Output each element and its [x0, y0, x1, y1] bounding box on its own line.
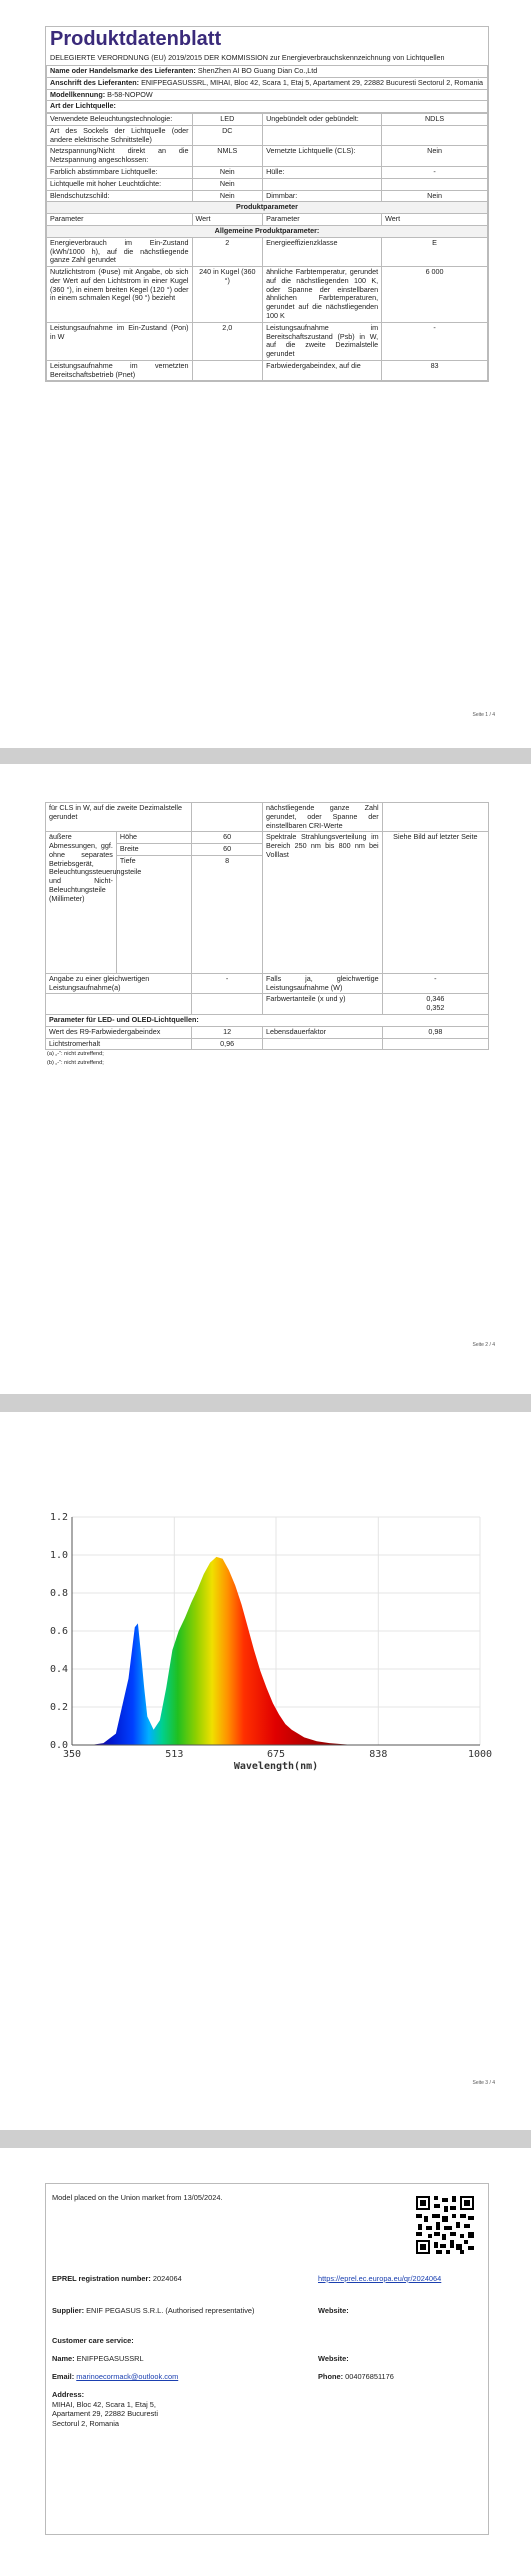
- cell: 12: [192, 1026, 263, 1038]
- email-label: Email:: [52, 2372, 75, 2381]
- cell: Farbwertanteile (x und y): [263, 994, 383, 1015]
- supplier-name-label: Name oder Handelsmarke des Lieferanten:: [50, 66, 196, 75]
- cell: [382, 803, 488, 832]
- page-gap: [0, 748, 531, 764]
- cell: [46, 994, 192, 1015]
- column-header: Parameter: [263, 214, 382, 226]
- supplier-label: Supplier:: [52, 2306, 85, 2315]
- address-label: Anschrift des Lieferanten:: [50, 77, 140, 87]
- identification-table: [46, 65, 488, 113]
- document-title: Produktdatenblatt: [50, 28, 222, 50]
- parameters-table-continued: [45, 802, 489, 1050]
- customer-care-label: Customer care service:: [52, 2336, 134, 2345]
- cell: NMLS: [192, 146, 263, 167]
- table-row: [47, 178, 488, 190]
- page-1: [0, 0, 531, 748]
- cell: Verwendete Beleuchtungstechnologie:: [47, 114, 193, 126]
- x-tick-label: 838: [369, 1749, 388, 1760]
- address-label: Address:: [52, 2390, 85, 2399]
- eprel-number: 2024064: [152, 2274, 182, 2283]
- page-number: Seite 2 / 4: [472, 1342, 495, 1348]
- cell: NDLS: [382, 114, 488, 126]
- x-axis-ticks: [63, 1749, 492, 1760]
- address: ENIFPEGASUSSRL, MIHAI, Bloc 42, Scara 1, Etaj 5, Apartament 29, 22882 Bucuresti Sectorul 2, Romania: [141, 77, 484, 87]
- cell: Vernetzte Lichtquelle (CLS):: [263, 146, 382, 167]
- x-tick-label: 675: [266, 1749, 286, 1760]
- column-header: Parameter: [47, 214, 193, 226]
- cell: 0,346 0,352: [382, 994, 488, 1015]
- cell: 83: [382, 360, 488, 381]
- table-row: [47, 167, 488, 179]
- cell: Lichtquelle mit hoher Leuchtdichte:: [47, 178, 193, 190]
- cell: Falls ja, gleichwertige Leistungsaufnahme (W): [263, 973, 383, 994]
- model-label: Modellkennung:: [50, 89, 106, 99]
- cell: äußere Abmessungen, ggf. ohne separates Betriebsgerät, Beleuchtungssteuerungsteile und Nicht-Beleuchtungsteile (Millimeter): [46, 832, 117, 974]
- spectrum-area: [91, 1557, 355, 1745]
- cell: Leistungsaufnahme im Ein-Zustand (Pon) in W: [47, 322, 193, 360]
- cell: 0,98: [382, 1026, 488, 1038]
- cell: LED: [192, 114, 263, 126]
- eprel-link[interactable]: https://eprel.ec.europa.eu/qr/2024064: [318, 2274, 442, 2283]
- cell: Höhe: [116, 832, 191, 844]
- led-parameters-heading: Parameter für LED- und OLED-Lichtquellen:: [46, 1015, 489, 1027]
- eprel-info-card: [45, 2183, 489, 2535]
- cell: 6 000: [382, 267, 488, 323]
- page-number: Seite 3 / 4: [472, 2080, 495, 2086]
- cell: [192, 360, 263, 381]
- eprel-label: EPREL registration number:: [52, 2274, 151, 2283]
- cell: Ungebündelt oder gebündelt:: [263, 114, 382, 126]
- product-parameters-heading: Produktparameter: [47, 202, 488, 214]
- cell: Energieeffizienzklasse: [263, 237, 382, 266]
- light-source-type-label: Art der Lichtquelle:: [47, 101, 488, 113]
- table-row: [47, 322, 488, 360]
- table-row: [47, 146, 488, 167]
- cell: Nein: [192, 167, 263, 179]
- cell: Leistungsaufnahme im vernetzten Bereitschaftsbetrieb (Pnet): [47, 360, 193, 381]
- table-row: [46, 832, 489, 844]
- table-row: [47, 267, 488, 323]
- cell: 2,0: [192, 322, 263, 360]
- cell: Farbwiedergabeindex, auf die: [263, 360, 382, 381]
- cell: Leistungsaufnahme im Bereitschaftszustand (Psb) in W, auf die zweite Dezimalstelle gerundet: [263, 322, 382, 360]
- y-tick-label: 0.8: [49, 1588, 68, 1599]
- spectral-distribution-chart: [40, 1497, 500, 1797]
- cell: E: [382, 237, 488, 266]
- light-source-type-table: [46, 113, 488, 381]
- website-label: Website:: [318, 2306, 349, 2315]
- cell: [382, 178, 488, 190]
- page-gap: [0, 1394, 531, 1412]
- page-3: [0, 1412, 531, 2130]
- datasheet-page-1: [45, 26, 489, 382]
- cell: Lichtstromerhalt: [46, 1038, 192, 1050]
- cell: [192, 803, 263, 832]
- column-header: Wert: [192, 214, 263, 226]
- email-link[interactable]: marinoecormack@outlook.com: [76, 2372, 179, 2381]
- cell: Nein: [192, 178, 263, 190]
- table-row: [47, 360, 488, 381]
- cell: nächstliegende ganze Zahl gerundet, oder Spanne der einstellbaren CRI-Werte: [263, 803, 383, 832]
- cell: Netzspannung/Nicht direkt an die Netzspannung angeschlossen:: [47, 146, 193, 167]
- cell: Lebensdauerfaktor: [263, 1026, 383, 1038]
- page-gap: [0, 2130, 531, 2148]
- supplier: ENIF PEGASUS S.R.L. (Authorised representative): [86, 2306, 255, 2315]
- y-tick-label: 0.2: [49, 1702, 68, 1713]
- cell: 2: [192, 237, 263, 266]
- cell: Wert des R9-Farbwiedergabeindex: [46, 1026, 192, 1038]
- x-axis-label: Wavelength(nm): [233, 1761, 319, 1772]
- cell: 0,96: [192, 1038, 263, 1050]
- cell: Breite: [116, 844, 191, 856]
- table-row: [46, 1026, 489, 1038]
- y-axis-ticks: [50, 1512, 68, 1751]
- phone: 004076851176: [345, 2372, 394, 2381]
- page-2: [0, 764, 531, 1394]
- cell: [382, 1038, 488, 1050]
- cell: Farblich abstimmbare Lichtquelle:: [47, 167, 193, 179]
- table-row: [46, 803, 489, 832]
- footnote-a: (a) „-“: nicht zutreffend;: [47, 1051, 104, 1058]
- y-tick-label: 0.4: [49, 1664, 68, 1675]
- supplier-name: ShenZhen AI BO Guang Dian Co.,Ltd: [197, 66, 318, 75]
- cell: Blendschutzschild:: [47, 190, 193, 202]
- table-row: [46, 1038, 489, 1050]
- care-name: ENIFPEGASUSSRL: [76, 2354, 144, 2363]
- cell: -: [382, 322, 488, 360]
- cell: [263, 178, 382, 190]
- model-id: B-58-NOPOW: [107, 89, 153, 99]
- cell: [263, 125, 382, 146]
- cell: 60: [192, 844, 263, 856]
- cell: 60: [192, 832, 263, 844]
- table-row: [47, 125, 488, 146]
- cell: Siehe Bild auf letzter Seite: [382, 832, 488, 974]
- table-row: [46, 994, 489, 1015]
- general-parameters-heading: Allgemeine Produktparameter:: [47, 225, 488, 237]
- y-tick-label: 1.2: [49, 1512, 68, 1523]
- footnote-b: (b) „-“: nicht zutreffend;: [47, 1059, 104, 1066]
- cell: ähnliche Farbtemperatur, gerundet auf die nächstliegenden 100 K, oder Spanne der einstellbaren ähnlichen Farbtemperaturen, gerundet auf die nächstliegenden 100 K: [263, 267, 382, 323]
- cell: Energieverbrauch im Ein-Zustand (kWh/1000 h), auf die nächstliegende ganze Zahl gerundet: [47, 237, 193, 266]
- x-tick-label: 513: [165, 1749, 184, 1760]
- cell: -: [382, 973, 488, 994]
- website-label-2: Website:: [318, 2354, 349, 2363]
- page-number: Seite 1 / 4: [472, 712, 495, 718]
- cell: Spektrale Strahlungsverteilung im Bereich 250 nm bis 800 nm bei Volllast: [263, 832, 383, 974]
- phone-label: Phone:: [318, 2372, 344, 2381]
- placed-on-market: Model placed on the Union market from 13/05/2024.: [52, 2193, 223, 2202]
- cell: Nein: [192, 190, 263, 202]
- cell: Angabe zu einer gleichwertigen Leistungsaufnahme(a): [46, 973, 192, 994]
- document-subtitle: DELEGIERTE VERORDNUNG (EU) 2019/2015 DER KOMMISSION zur Energieverbrauchskennzeichnung von Lichtquellen: [50, 53, 445, 62]
- cell: Dimmbar:: [263, 190, 382, 202]
- cell: -: [382, 167, 488, 179]
- x-tick-label: 350: [62, 1749, 82, 1760]
- qr-code-icon: [416, 2196, 474, 2254]
- cell: [382, 125, 488, 146]
- cell: für CLS in W, auf die zweite Dezimalstelle gerundet: [46, 803, 192, 832]
- table-row: [47, 237, 488, 266]
- table-row: [47, 114, 488, 126]
- cell: [192, 994, 263, 1015]
- cell: 8: [192, 855, 263, 973]
- cell: Tiefe: [116, 855, 191, 973]
- cell: Nutzlichtstrom (Φuse) mit Angabe, ob sich der Wert auf den Lichtstrom in einer Kugel (360 °), in einem breiten Kegel (120 °) oder in einem schmalen Kegel (90 °) bezieht: [47, 267, 193, 323]
- column-header: Wert: [382, 214, 488, 226]
- care-address: MIHAI, Bloc 42, Scara 1, Etaj 5, Apartament 29, 22882 Bucuresti Sectorul 2, Romania: [52, 2400, 158, 2428]
- cell: Art des Sockels der Lichtquelle (oder andere elektrische Schnittstelle): [47, 125, 193, 146]
- y-tick-label: 0.0: [49, 1740, 68, 1751]
- page-4: [0, 2148, 531, 2560]
- cell: 240 in Kugel (360 °): [192, 267, 263, 323]
- cell: Nein: [382, 146, 488, 167]
- cell: -: [192, 973, 263, 994]
- x-tick-label: 1000: [467, 1749, 493, 1760]
- cell: DC: [192, 125, 263, 146]
- table-row: [46, 973, 489, 994]
- cell: Nein: [382, 190, 488, 202]
- column-header-row: [47, 214, 488, 226]
- cell: [263, 1038, 383, 1050]
- y-tick-label: 0.6: [49, 1626, 68, 1637]
- datasheet-page-2: [45, 802, 489, 1067]
- cell: Hülle:: [263, 167, 382, 179]
- name-label: Name:: [52, 2354, 75, 2363]
- table-row: [47, 190, 488, 202]
- y-tick-label: 1.0: [49, 1550, 68, 1561]
